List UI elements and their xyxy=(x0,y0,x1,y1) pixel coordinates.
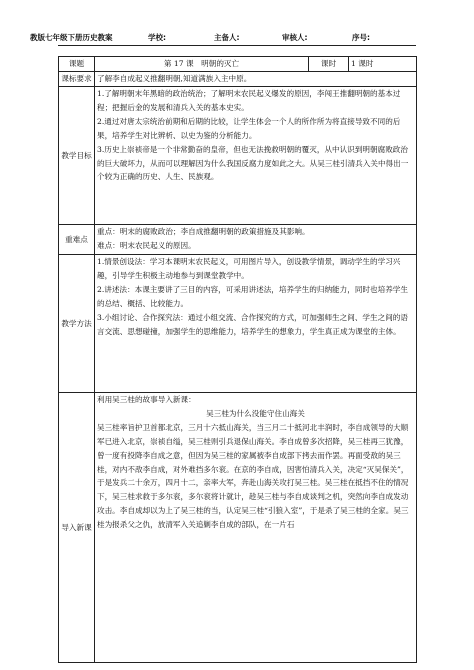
difficult-point: 难点：明末农民起义的原因。 xyxy=(97,240,196,250)
goal-item: 1.了解明朝末年黑暗的政治统治；了解明末农民起义爆发的原因，李闯王推翻明朝的基本过程；把握后金的发展和清兵入关的基本史实。 xyxy=(97,89,401,112)
page-header xyxy=(30,32,444,46)
topic-label: 课题 xyxy=(59,57,95,72)
method-item: 1.情景创设法：学习本课明末农民起义，可用图片导入，创设教学情景，调动学生的学习兴趣，引导学生积极主动地参与到课堂教学中。 xyxy=(97,257,401,280)
goals-content xyxy=(95,87,417,225)
key-label: 重难点 xyxy=(59,225,95,255)
method-item: 2.讲述法：本课主要讲了三目的内容，可采用讲述法，培养学生的归纳能力，同时也培养学生的总结、概括、比较能力。 xyxy=(97,284,408,308)
intro-lead: 利用吴三桂的故事导入新课： xyxy=(97,395,196,404)
intro-label: 导入新课 xyxy=(59,393,95,663)
row-standard xyxy=(59,72,417,87)
key-content xyxy=(95,225,417,255)
standard-label: 课标要求 xyxy=(59,72,95,87)
row-key-points xyxy=(59,225,417,255)
preparer-label: 主备人: xyxy=(214,33,240,42)
doc-title: 教版七年级下册历史教案 xyxy=(30,33,113,42)
story-text: 吴三桂率旨护卫首都北京，三月十六抵山海关，当三月二十抵河北丰润时，李自成领导的大顺军已进入北京，崇祯自缢，吴三桂则引兵退保山海关。李自成曾多次招降，吴三桂再三犹豫，曾一度有投降李自成之意，但因为吴三桂的家属被李自成部下拷去而作罢。再面受敌的吴三桂，对内不敌李自成，对外难挡多尔衮。在京的李自成，因害怕清兵入关，决定“灭吴保关”，于是发兵二十余万，四月十二，亲率大军，奔赴山海关攻打吴三桂。吴三桂在抵挡不住的情况下，吴三桂求救于多尔衮，多尔衮将计就计，趁吴三桂与李自成谈判之机，突然向李自成发动攻击。李自成却以为上了吴三桂的当，认定吴三桂“引狼入室”，于是杀了吴三桂的全家。吴三桂为报杀父之仇，放清军入关追剿李自成的部队，在一片石 xyxy=(97,422,409,530)
standard-text: 了解李自成起义推翻明朝,知道满族入主中原。 xyxy=(95,72,417,87)
method-label: 教学方法 xyxy=(59,255,95,393)
row-method xyxy=(59,255,417,393)
reviewer-label: 审核人: xyxy=(282,33,308,42)
hours-label: 课时 xyxy=(309,57,349,72)
intro-content xyxy=(95,393,417,663)
row-intro xyxy=(59,393,417,663)
hours-value: 1 课时 xyxy=(349,57,417,72)
method-item: 3.小组讨论、合作探究法：通过小组交流、合作探究的方式，可加强师生之间、学生之间的语言交流、思想碰撞，加强学生的思维能力，培养学生的想象力，学生真正成为课堂的主体。 xyxy=(97,312,408,336)
lesson-title: 第 17 课 明朝的灭亡 xyxy=(95,57,309,72)
school-label: 学校: xyxy=(148,33,166,42)
row-topic xyxy=(59,57,417,72)
goal-item: 3.历史上崇祯帝是一个非常勤奋的皇帝，但也无法挽救明朝的覆灭，从中认识到明朝腐败政治的巨大破坏力，从而可以理解因为什么我国反腐力度如此之大。从吴三桂引清兵入关中得出一个较为正确的历史、人生、民族观。 xyxy=(97,144,409,182)
key-point: 重点：明末的腐败政治；李自成推翻明朝的政策措施及其影响。 xyxy=(97,227,310,236)
row-goals xyxy=(59,87,417,225)
method-content xyxy=(95,255,417,393)
story-title: 吴三桂为什么没能守住山海关 xyxy=(206,408,305,418)
goal-item: 2.通过对唐太宗统治前期和后期的比较，让学生体会一个人的所作所为将直接导致不同的后果，培养学生对比辨析、以史为鉴的分析能力。 xyxy=(97,116,401,140)
seq-label: 序号: xyxy=(352,33,370,42)
goals-label: 教学目标 xyxy=(59,87,95,225)
header-rule xyxy=(58,45,416,46)
lesson-plan-table xyxy=(58,56,417,663)
